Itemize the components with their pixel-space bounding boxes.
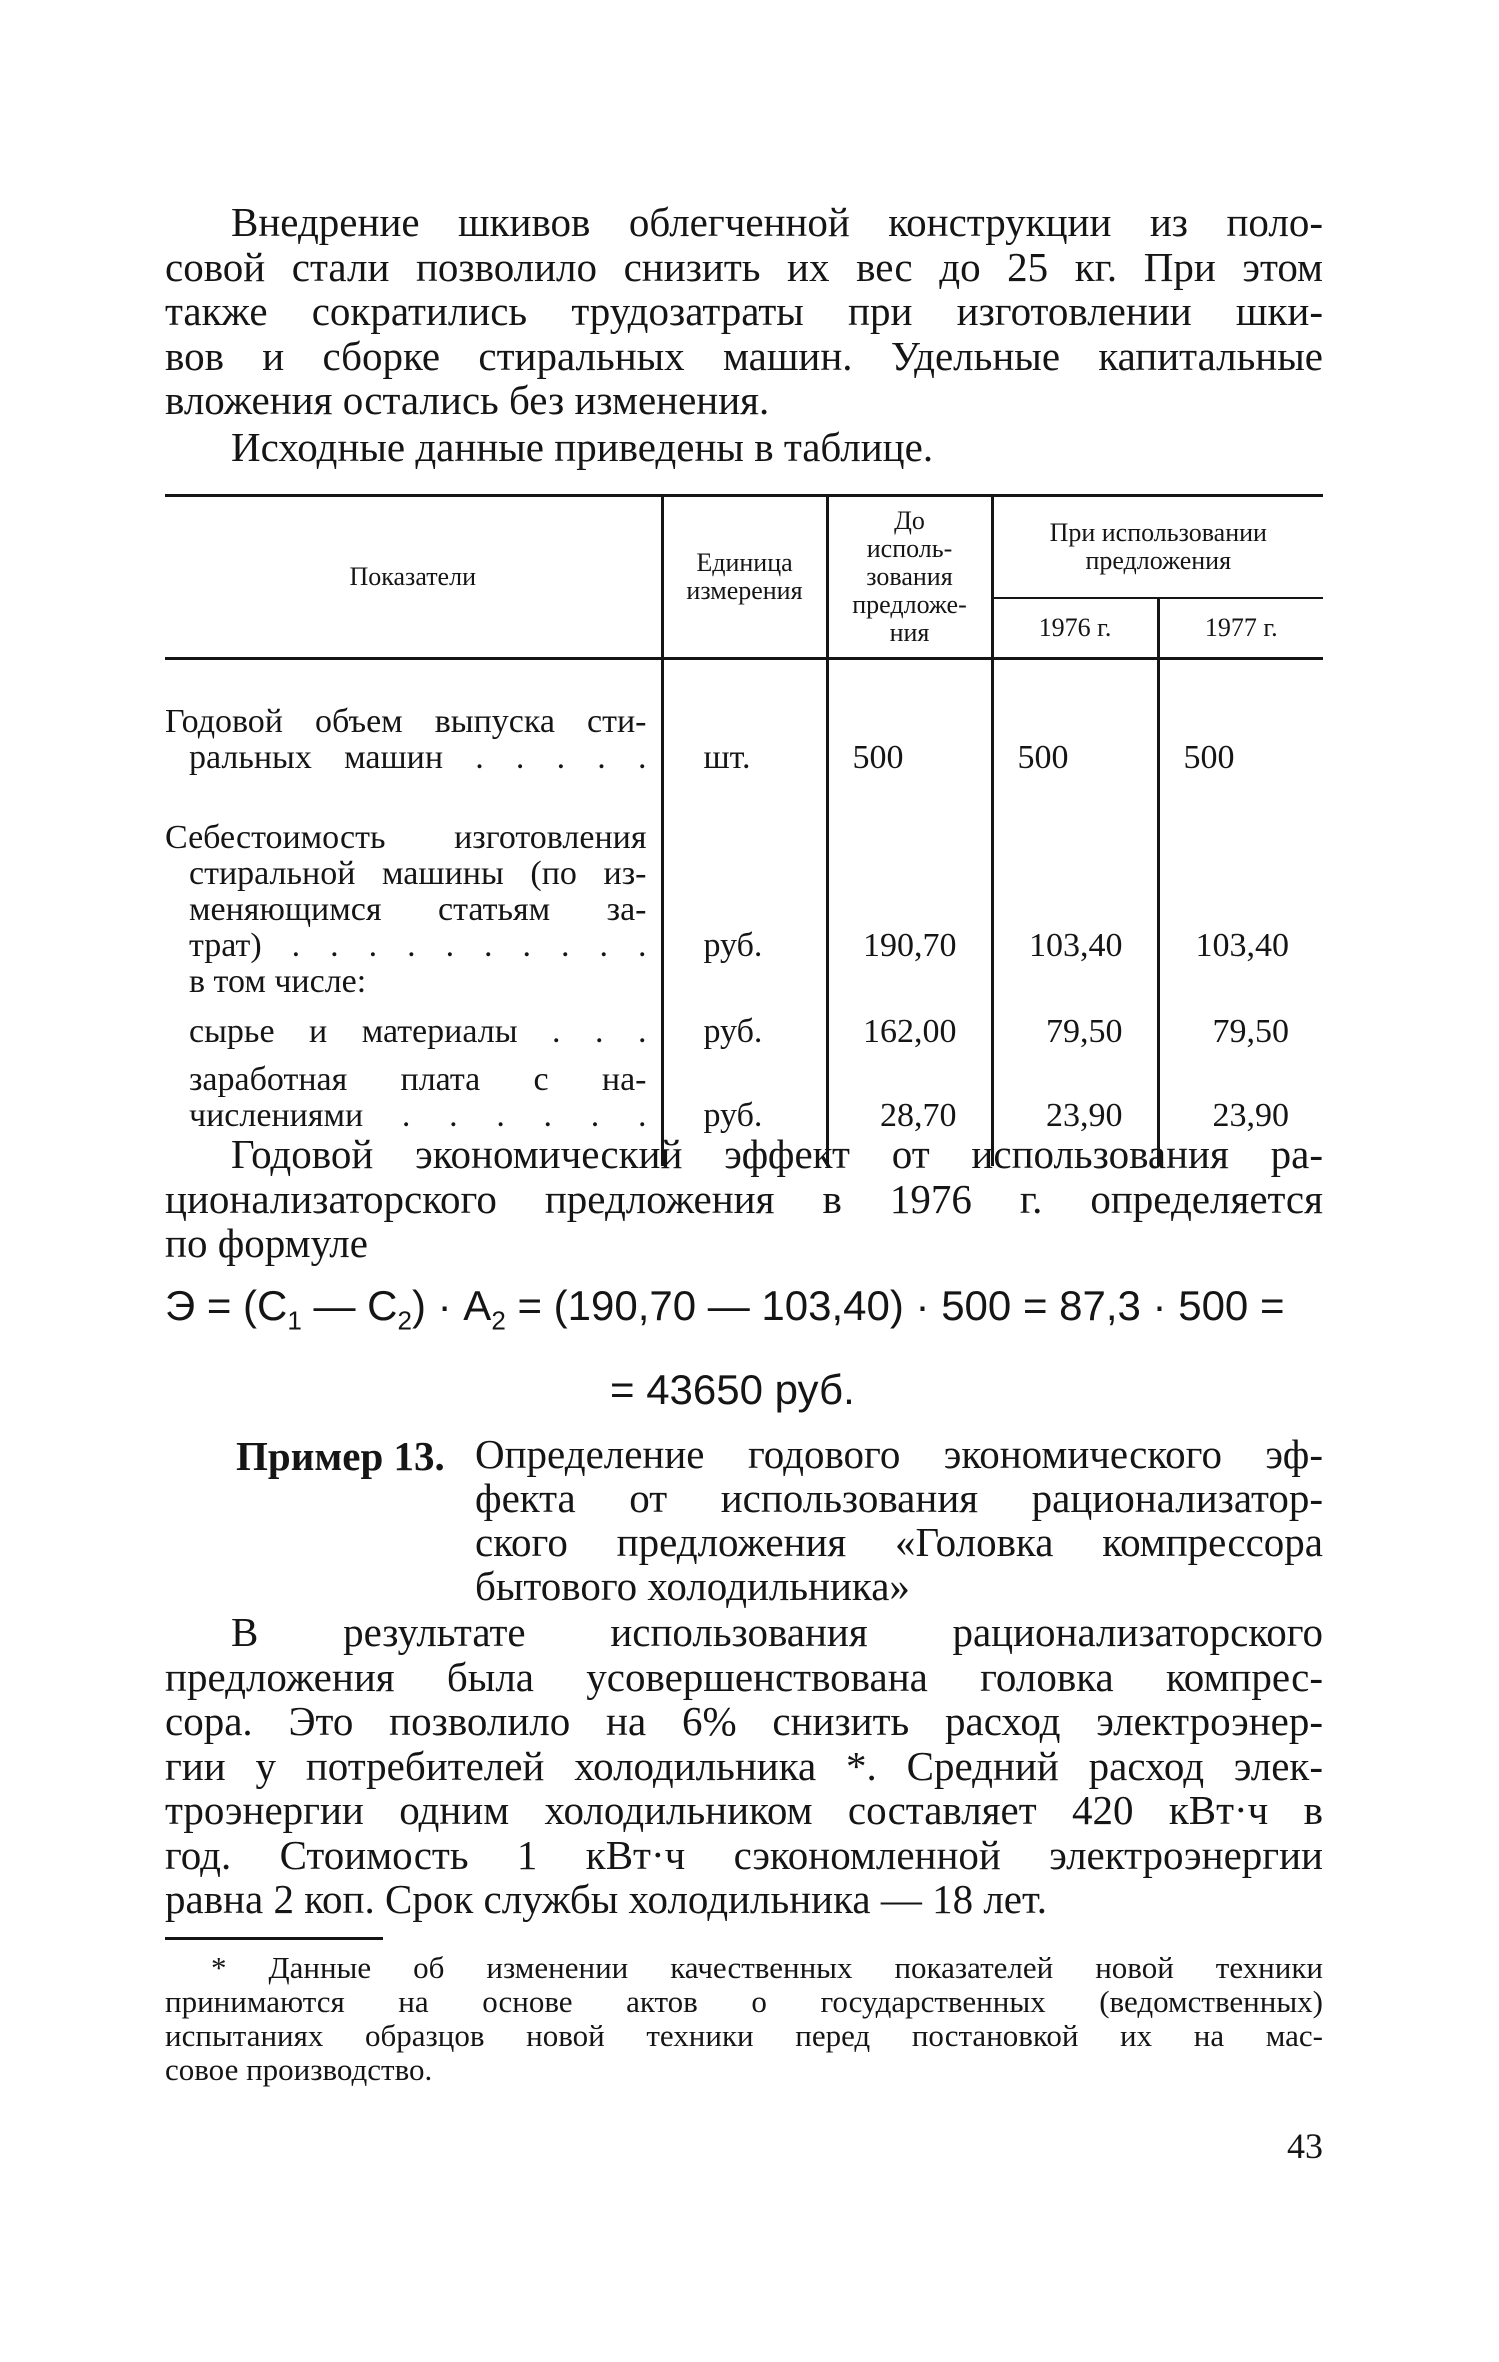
example-label: Пример 13. xyxy=(236,1433,445,1479)
cell-1977: 103,40 xyxy=(1158,776,1323,964)
text-line: ционализаторского предложения в 1976 г. определяется xyxy=(165,1175,1323,1222)
text-line: вов и сборке стиральных машин. Удельные капитальные xyxy=(165,332,1323,379)
cell-unit: шт. xyxy=(662,696,827,776)
formula-line-1: $Э = (С_1$ — $С_2) \cdot А_2 = (190,70$ — 103,40) · 500 = 87,3 · 500 = xyxy=(165,1282,1285,1336)
text-line: Годовой экономический эффект от использования ра- xyxy=(231,1131,1323,1177)
row-name: Себестоимость изготовления стиральной машины (по из- меняющимся статьям за- трат) . . . . . . . . . . xyxy=(165,819,647,964)
cell-1976: 23,90 xyxy=(992,1050,1158,1134)
cell-unit: руб. xyxy=(662,1050,827,1134)
text-line: испытаниях образцов новой техники перед постановкой их на мас- xyxy=(165,2018,1323,2053)
text-line: В результате использования рационализаторского xyxy=(231,1609,1323,1655)
text-line: троэнергии одним холодильником составляет 420 кВт·ч в xyxy=(165,1787,1323,1833)
text-line: также сократились трудозатраты при изготовлении шки- xyxy=(165,288,1323,334)
text-line: * Данные об изменении качественных показателей новой техники xyxy=(211,1950,1323,1985)
header-year-1977: 1977 г. xyxy=(1158,598,1323,659)
text-line: совое производство. xyxy=(165,2052,433,2087)
table-row xyxy=(165,1000,1323,1050)
footnote-rule xyxy=(165,1937,383,1940)
text-line: равна 2 коп. Срок службы холодильника — 18 лет. xyxy=(165,1876,1048,1922)
cell-1977: 79,50 xyxy=(1158,1000,1323,1050)
row-name: сырье и материалы . . . xyxy=(189,1013,647,1050)
header-unit: Единица измерения xyxy=(662,496,827,659)
text-line: гии у потребителей холодильника *. Средний расход элек- xyxy=(165,1742,1323,1789)
cell-1976: 500 xyxy=(992,696,1158,776)
cell-before: 162,00 xyxy=(827,1000,992,1050)
indicators-table xyxy=(165,494,1323,1166)
text-line: ского предложения «Головка компрессора xyxy=(475,1519,1323,1565)
header-after: При использовании предложения xyxy=(992,496,1323,599)
text-line: принимаются на основе актов о государственных (ведомственных) xyxy=(165,1984,1323,2019)
cell-before: 190,70 xyxy=(827,776,992,964)
text-line: совой стали позволило снизить их вес до 25 кг. При этом xyxy=(165,243,1323,290)
row-name: в том числе: xyxy=(189,963,367,1000)
text-line: вложения остались без изменения. xyxy=(165,377,770,423)
example-body-paragraph xyxy=(165,1610,1323,1922)
data-table-wrapper xyxy=(165,494,1323,1134)
table-row xyxy=(165,696,1323,776)
table-row xyxy=(165,776,1323,964)
table-row xyxy=(165,1050,1323,1134)
page-number: 43 xyxy=(1287,2126,1323,2166)
cell-unit: руб. xyxy=(662,776,827,964)
cell-unit: руб. xyxy=(662,1000,827,1050)
text-line: год. Стоимость 1 кВт·ч сэкономленной электроэнергии xyxy=(165,1831,1323,1878)
footnote xyxy=(165,1951,1323,2087)
formula-line-2: = 43650 руб. xyxy=(610,1366,855,1414)
intro-paragraph xyxy=(165,200,1323,469)
text-line: Определение годового экономического эф- xyxy=(475,1431,1323,1477)
header-indicators: Показатели xyxy=(165,496,662,659)
row-name: заработная плата с на- числениями . . . . . . xyxy=(189,1061,647,1134)
cell-1976: 79,50 xyxy=(992,1000,1158,1050)
cell-before: 28,70 xyxy=(827,1050,992,1134)
text-line: Исходные данные приведены в таблице. xyxy=(231,423,934,470)
formula xyxy=(165,1282,1323,1414)
text-line: Внедрение шкивов облегченной конструкции из поло- xyxy=(231,199,1323,245)
header-before: До исполь- зования предложе- ния xyxy=(827,496,992,659)
text-line: сора. Это позволило на 6% снизить расход электроэнер- xyxy=(165,1698,1323,1744)
cell-1977: 23,90 xyxy=(1158,1050,1323,1134)
effect-paragraph xyxy=(165,1132,1323,1266)
header-year-1976: 1976 г. xyxy=(992,598,1158,659)
cell-before: 500 xyxy=(827,696,992,776)
text-line: фекта от использования рационализатор- xyxy=(475,1475,1323,1521)
table-row xyxy=(165,964,1323,1000)
cell-1977: 500 xyxy=(1158,696,1323,776)
row-name: Годовой объем выпуска сти- ральных машин . . . . . xyxy=(165,703,647,776)
text-line: бытового холодильника» xyxy=(475,1563,910,1609)
text-line: предложения была усовершенствована головка компрес- xyxy=(165,1653,1323,1700)
text-line: по формуле xyxy=(165,1220,368,1266)
cell-1976: 103,40 xyxy=(992,776,1158,964)
example-title xyxy=(475,1432,1323,1608)
